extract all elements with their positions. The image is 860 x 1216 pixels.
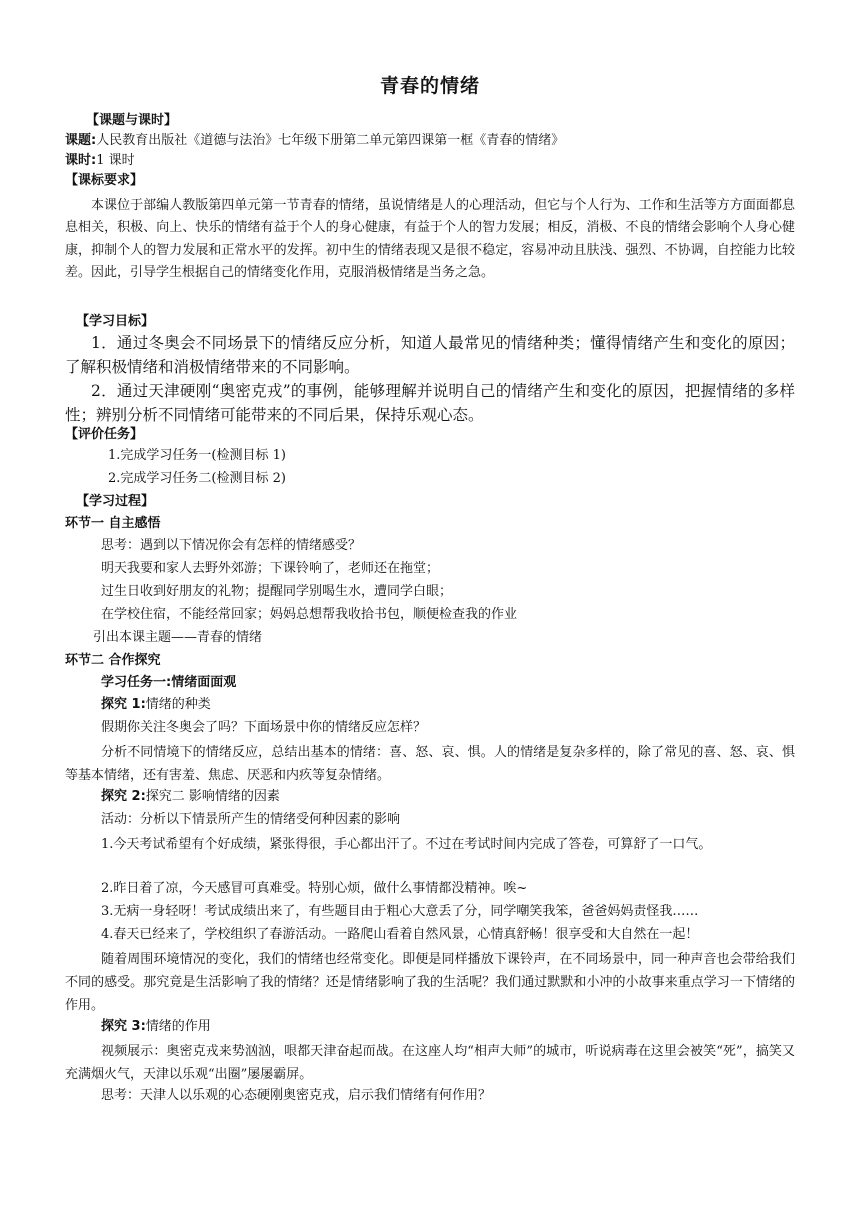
explore-3-video: 视频展示：奥密克戎来势汹汹，哏都天津奋起而战。在这座人均“相声大师”的城市，听说病毒在这里会被笑“死”，搞笑又充满烟火气，天津以乐观“出圈”屡屡霸屏。 (65, 1044, 795, 1082)
goal-2: 2．通过天津硬刚“奥密克戎”的事例，能够理解并说明自己的情绪产生和变化的原因，把握情绪的多样性；辨别分析不同情绪可能带来的不同后果，保持乐观心态。 (65, 382, 795, 425)
period-label: 课时: (65, 153, 97, 168)
course-value: 人民教育出版社《道德与法治》七年级下册第二单元第四课第一框《青春的情绪》 (96, 133, 565, 148)
explore-2-item-1: 1.今天考试希望有个好成绩，紧张得很，手心都出汗了。不过在考试时间内完成了答卷，可算舒了一口气。 (101, 837, 712, 852)
explore-1-label: 探究 1: (101, 697, 146, 712)
eval-item-2: 2.完成学习任务二(检测目标 2) (108, 471, 286, 486)
explore-1-line (101, 695, 211, 715)
explore-1-question: 假期你关注冬奥会了吗？下面场景中你的情绪反应怎样？ (101, 720, 427, 735)
stage-1-line-2: 过生日收到好朋友的礼物；提醒同学别喝生水，遭同学白眼； (101, 584, 453, 599)
explore-2-item-3: 3.无病一身轻呀！考试成绩出来了，有些题目由于粗心大意丢了分，同学嘲笑我笨，爸爸妈妈责怪我…… (101, 904, 699, 919)
stage-2-title: 环节二 合作探究 (65, 653, 161, 668)
section-standard-heading: 【课标要求】 (65, 173, 144, 188)
course-label: 课题: (65, 133, 97, 148)
stage-1-line-1: 明天我要和家人去野外郊游；下课铃响了，老师还在拖堂； (101, 561, 440, 576)
explore-1-value: 情绪的种类 (145, 697, 211, 712)
explore-2-item-2: 2.昨日着了凉，今天感冒可真难受。特别心烦，做什么事情都没精神。唉~ (101, 881, 528, 896)
section-eval-heading: 【评价任务】 (65, 427, 144, 442)
explore-2-label: 探究 2: (101, 789, 146, 804)
section-process-heading: 【学习过程】 (76, 494, 155, 509)
stage-1-line-3: 在学校住宿，不能经常回家；妈妈总想帮我收拾书包，顺便检查我的作业 (101, 607, 518, 622)
course-line (65, 131, 564, 151)
explore-3-think: 思考：天津人以乐观的心态硬刚奥密克戎，启示我们情绪有何作用？ (101, 1088, 492, 1103)
section-course-heading: 【课题与课时】 (86, 113, 178, 128)
explore-3-label: 探究 3: (101, 1019, 146, 1034)
section-goals-heading: 【学习目标】 (76, 314, 155, 329)
explore-2-activity: 活动：分析以下情景所产生的情绪受何种因素的影响 (101, 812, 401, 827)
eval-item-1: 1.完成学习任务一(检测目标 1) (108, 448, 286, 463)
explore-2-item-4: 4.春天已经来了，学校组织了春游活动。一路爬山看着自然风景，心情真舒畅！很享受和大自然在一起！ (101, 927, 699, 942)
explore-3-value: 情绪的作用 (145, 1019, 211, 1034)
period-line (65, 151, 135, 171)
explore-3-line (101, 1017, 211, 1037)
standard-paragraph: 本课位于部编人教版第四单元第一节青春的情绪，虽说情绪是人的心理活动，但它与个人行为、工作和生活等方方面面都息息相关，积极、向上、快乐的情绪有益于个人的身心健康，有益于个人的智力发展；相反，消极、不良的情绪会影响个人身心健康，抑制个人的智力发展和正常水平的发挥。初中生的情绪表现又是很不稳定，容易冲动且肤浅、强烈、不协调，自控能力比较差。因此，引导学生根据自己的情绪变化作用，克服消极情绪是当务之急。 (65, 198, 795, 281)
explore-2-value: 探究二 影响情绪的因素 (145, 789, 280, 804)
explore-2-line (101, 787, 280, 807)
page-title: 青春的情绪 (379, 75, 480, 97)
stage-1-think: 思考：遇到以下情况你会有怎样的情绪感受？ (101, 538, 362, 553)
explore-2-summary: 随着周围环境情况的变化，我们的情绪也经常变化。即便是同样播放下课铃声，在不同场景中，同一种声音也会带给我们不同的感受。那究竟是生活影响了我的情绪？还是情绪影响了我的生活呢？我们通过默默和小冲的小故事来重点学习一下情绪的作用。 (65, 952, 795, 1013)
goal-1: 1．通过冬奥会不同场景下的情绪反应分析，知道人最常见的情绪种类；懂得情绪产生和变化的原因；了解积极情绪和消极情绪带来的不同影响。 (65, 334, 795, 377)
period-value: 1 课时 (96, 153, 135, 168)
stage-1-lead: 引出本课主题——青春的情绪 (93, 630, 263, 645)
explore-1-text: 分析不同情境下的情绪反应，总结出基本的情绪：喜、怒、哀、惧。人的情绪是复杂多样的，除了常见的喜、怒、哀、惧等基本情绪，还有害羞、焦虑、厌恶和内疚等复杂情绪。 (65, 745, 795, 783)
stage-1-title: 环节一 自主感悟 (65, 516, 161, 531)
task-1-title: 学习任务一:情绪面面观 (101, 675, 237, 690)
